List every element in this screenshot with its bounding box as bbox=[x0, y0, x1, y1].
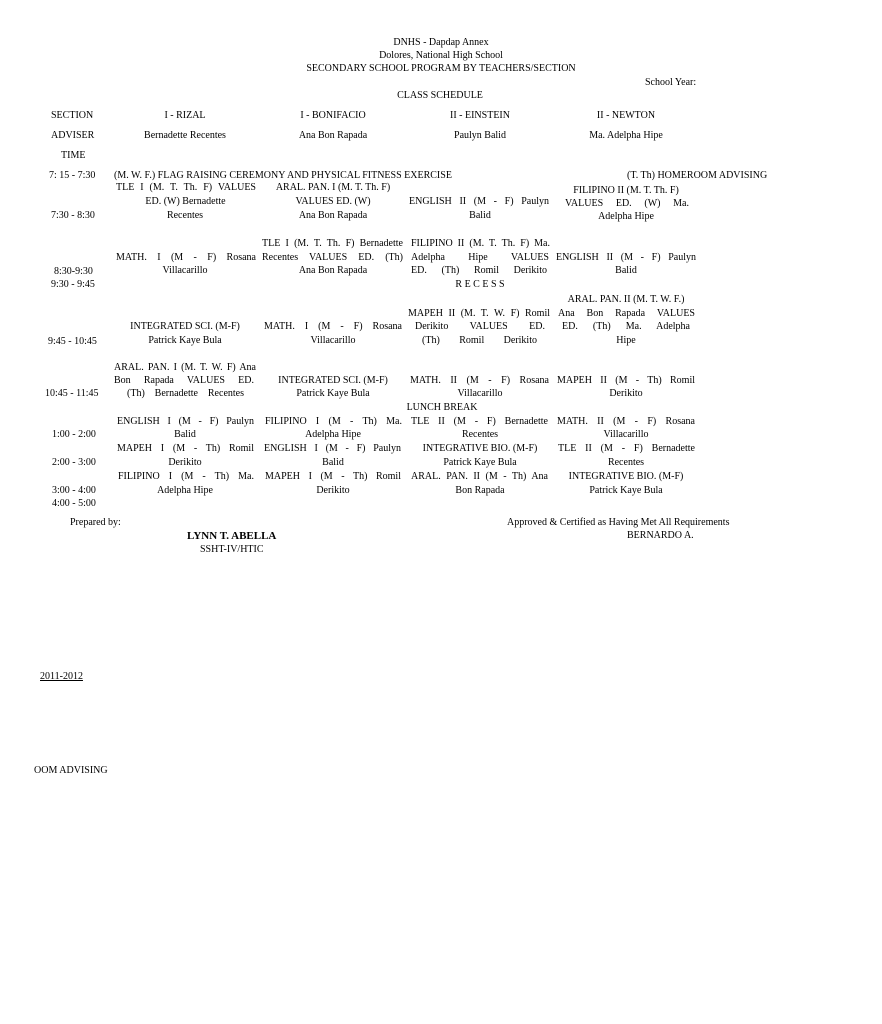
time-slot: 4:00 - 5:00 bbox=[52, 498, 96, 509]
schedule-cell: TLE I (M. T. Th. F) VALUES bbox=[116, 182, 256, 193]
time-slot: 1:00 - 2:00 bbox=[52, 429, 96, 440]
schedule-cell: ED. (Th) Ma. Adelpha bbox=[562, 321, 690, 332]
schedule-cell: Bon Rapada VALUES ED. bbox=[114, 375, 254, 386]
schedule-cell: Balid bbox=[469, 210, 491, 221]
time-slot: 3:00 - 4:00 bbox=[52, 485, 96, 496]
section-name: I - RIZAL bbox=[164, 110, 206, 121]
schedule-cell: Derikito bbox=[168, 457, 202, 468]
schedule-cell: INTEGRATED SCI. (M-F) bbox=[130, 321, 240, 332]
schedule-cell: FILIPINO II (M. T. Th. F) bbox=[573, 185, 679, 196]
schedule-cell: Villacarillo bbox=[603, 429, 649, 440]
time-slot: 2:00 - 3:00 bbox=[52, 457, 96, 468]
section-adviser: Ana Bon Rapada bbox=[298, 130, 368, 141]
schedule-cell: Derikito VALUES ED. bbox=[415, 321, 545, 332]
schedule-cell: (Th) Romil Derikito bbox=[422, 335, 537, 346]
schedule-cell: MATH. I (M - F) Rosana bbox=[116, 252, 256, 263]
schedule-cell: Villacarillo bbox=[310, 335, 356, 346]
schedule-cell: ED. (W) Bernadette bbox=[145, 196, 226, 207]
time-slot: 9:30 - 9:45 bbox=[51, 279, 95, 290]
schedule-cell: TLE I (M. T. Th. F) Bernadette bbox=[262, 238, 403, 249]
schedule-cell: Recentes bbox=[166, 210, 204, 221]
approver-name: BERNARDO A. bbox=[627, 530, 694, 541]
schedule-cell: FILIPINO I (M - Th) Ma. bbox=[265, 416, 402, 427]
schedule-cell: Ana Bon Rapada bbox=[298, 210, 368, 221]
time-slot: 8:30-9:30 bbox=[54, 266, 93, 277]
schedule-cell: ARAL. PAN. II (M. T. W. F.) bbox=[567, 294, 685, 305]
section-name: II - NEWTON bbox=[596, 110, 656, 121]
schedule-cell: FILIPINO II (M. T. Th. F) Ma. bbox=[411, 238, 550, 249]
schedule-cell: Villacarillo bbox=[457, 388, 503, 399]
schedule-cell: MAPEH II (M - Th) Romil bbox=[557, 375, 695, 386]
time-label: TIME bbox=[61, 150, 86, 161]
schedule-cell: MATH. I (M - F) Rosana bbox=[264, 321, 402, 332]
schedule-cell: ARAL. PAN. II (M - Th) Ana bbox=[411, 471, 548, 482]
flag-raising-note: (M. W. F.) FLAG RAISING CEREMONY AND PHYSICAL FITNESS EXERCISE bbox=[114, 170, 452, 181]
schedule-cell: ARAL. PAN. I (M. T. Th. F) bbox=[275, 182, 391, 193]
schedule-cell: Adelpha Hipe bbox=[305, 429, 361, 440]
time-slot: 7: 15 - 7:30 bbox=[49, 170, 96, 181]
schedule-cell: TLE II (M - F) Bernadette bbox=[411, 416, 548, 427]
schedule-cell: MAPEH II (M. T. W. F) Romil bbox=[408, 308, 550, 319]
section-adviser: Ma. Adelpha Hipe bbox=[589, 130, 663, 141]
document-title: SECONDARY SCHOOL PROGRAM BY TEACHERS/SECTION bbox=[306, 63, 576, 74]
schedule-cell: Adelpha Hipe bbox=[598, 211, 654, 222]
schedule-cell: ENGLISH I (M - F) Paulyn bbox=[264, 443, 401, 454]
recess-banner: R E C E S S bbox=[455, 279, 505, 290]
schedule-cell: MAPEH I (M - Th) Romil bbox=[265, 471, 401, 482]
section-adviser: Paulyn Balid bbox=[454, 130, 506, 141]
schedule-cell: ENGLISH II (M - F) Paulyn bbox=[409, 196, 549, 207]
schedule-cell: Recentes VALUES ED. (Th) bbox=[262, 252, 403, 263]
schedule-cell: Ana Bon Rapada VALUES bbox=[558, 308, 695, 319]
schedule-cell: MAPEH I (M - Th) Romil bbox=[117, 443, 254, 454]
schedule-cell: ENGLISH II (M - F) Paulyn bbox=[556, 252, 696, 263]
schedule-cell: Balid bbox=[174, 429, 196, 440]
schedule-cell: MATH. II (M - F) Rosana bbox=[557, 416, 695, 427]
schedule-cell: ED. (Th) Romil Derikito bbox=[411, 265, 547, 276]
school-location: Dolores, National High School bbox=[379, 50, 503, 61]
lunch-banner: LUNCH BREAK bbox=[406, 402, 478, 413]
school-year-label: School Year: bbox=[645, 77, 697, 88]
schedule-cell: Hipe bbox=[616, 335, 636, 346]
schedule-cell: Balid bbox=[322, 457, 344, 468]
section-name: I - BONIFACIO bbox=[300, 110, 366, 121]
time-slot: 10:45 - 11:45 bbox=[45, 388, 99, 399]
school-year-value: 2011-2012 bbox=[40, 671, 83, 682]
prepared-by-label: Prepared by: bbox=[70, 517, 121, 528]
schedule-cell: INTEGRATIVE BIO. (M-F) bbox=[422, 443, 538, 454]
schedule-cell: Derikito bbox=[609, 388, 643, 399]
schedule-cell: MATH. II (M - F) Rosana bbox=[410, 375, 549, 386]
schedule-cell: Balid bbox=[615, 265, 637, 276]
schedule-cell: Derikito bbox=[316, 485, 350, 496]
schedule-cell: VALUES ED. (W) bbox=[295, 196, 371, 207]
schedule-cell: INTEGRATED SCI. (M-F) bbox=[278, 375, 388, 386]
schedule-cell: TLE II (M - F) Bernadette bbox=[558, 443, 695, 454]
schedule-cell: ENGLISH I (M - F) Paulyn bbox=[117, 416, 254, 427]
homeroom-overflow: OOM ADVISING bbox=[34, 765, 108, 776]
schedule-cell: FILIPINO I (M - Th) Ma. bbox=[118, 471, 254, 482]
schedule-cell: Recentes bbox=[461, 429, 499, 440]
schedule-cell: Patrick Kaye Bula bbox=[296, 388, 370, 399]
schedule-cell: Villacarillo bbox=[162, 265, 208, 276]
section-label: SECTION bbox=[51, 110, 94, 121]
schedule-cell: ARAL. PAN. I (M. T. W. F) Ana bbox=[114, 362, 256, 373]
schedule-cell: Ana Bon Rapada bbox=[298, 265, 368, 276]
schedule-cell: Adelpha Hipe bbox=[157, 485, 213, 496]
approval-note: Approved & Certified as Having Met All Requirements bbox=[507, 517, 730, 528]
preparer-title: SSHT-IV/HTIC bbox=[200, 544, 264, 555]
schedule-cell: VALUES ED. (W) Ma. bbox=[565, 198, 689, 209]
schedule-cell: Adelpha Hipe VALUES bbox=[411, 252, 549, 263]
schedule-cell: INTEGRATIVE BIO. (M-F) bbox=[568, 471, 684, 482]
homeroom-note: (T. Th) HOMEROOM ADVISING bbox=[627, 170, 768, 181]
schedule-cell: Recentes bbox=[607, 457, 645, 468]
adviser-label: ADVISER bbox=[51, 130, 95, 141]
schedule-cell: Patrick Kaye Bula bbox=[589, 485, 663, 496]
school-name: DNHS - Dapdap Annex bbox=[393, 37, 489, 48]
section-adviser: Bernadette Recentes bbox=[144, 130, 226, 141]
preparer-name: LYNN T. ABELLA bbox=[187, 530, 277, 542]
time-slot: 7:30 - 8:30 bbox=[51, 210, 95, 221]
schedule-cell: (Th) Bernadette Recentes bbox=[127, 388, 244, 399]
time-slot: 9:45 - 10:45 bbox=[48, 336, 97, 347]
schedule-cell: Patrick Kaye Bula bbox=[148, 335, 222, 346]
schedule-subtitle: CLASS SCHEDULE bbox=[397, 90, 483, 101]
schedule-cell: Bon Rapada bbox=[455, 485, 505, 496]
section-name: II - EINSTEIN bbox=[450, 110, 510, 121]
schedule-cell: Patrick Kaye Bula bbox=[443, 457, 517, 468]
